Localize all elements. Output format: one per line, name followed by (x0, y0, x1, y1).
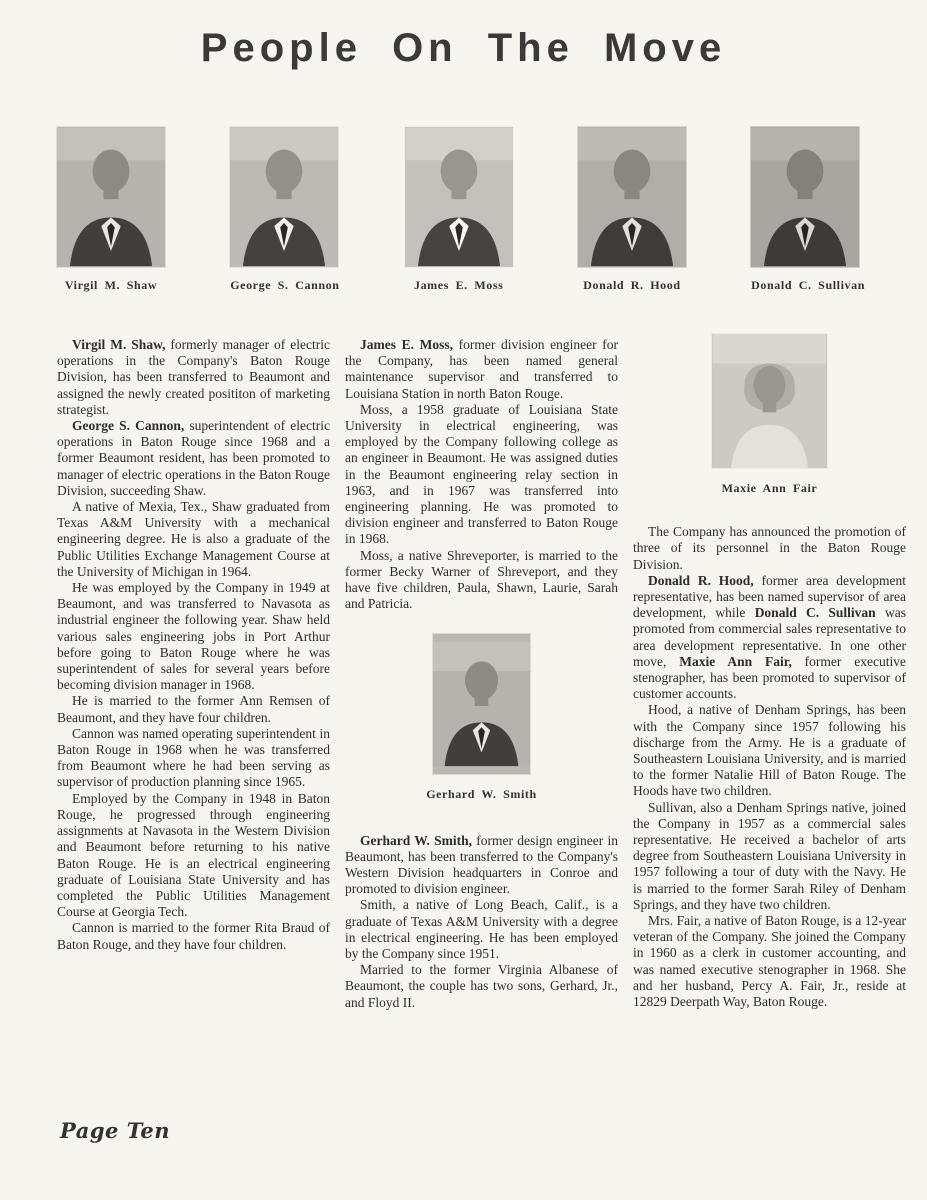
smith-article (345, 833, 618, 1011)
paragraph: Virgil M. Shaw, formerly manager of electric operations in the Company's Baton Rouge Division, has been transferred to Beaumont and assigned the newly created posititon of marketing strategist. (57, 337, 330, 417)
man-portrait-silhouette-icon (230, 127, 338, 267)
paragraph: Mrs. Fair, a native of Baton Rouge, is a 12-year veteran of the Company. She joined the Company in 1960 as a clerk in customer accounting, and was named executive stenographer in 1968. She and her husband, Percy A. Fair, Jr., reside at 12829 Deerpath Way, Baton Rouge. (633, 913, 906, 1010)
paragraph: Smith, a native of Long Beach, Calif., is a graduate of Texas A&M University with a degree in electrical engineering. He has been employed by the Company since 1951. (345, 897, 618, 962)
photo-card-maxie-fair (633, 334, 906, 496)
portrait-photo-donald-sullivan (751, 127, 859, 267)
paragraph: Cannon is married to the former Rita Braud of Baton Rouge, and they have four children. (57, 920, 330, 952)
paragraph: The Company has announced the promotion of three of its personnel in the Baton Rouge Division. (633, 524, 906, 572)
photo-card-james-moss (405, 127, 513, 293)
paragraph: Moss, a 1958 graduate of Louisiana State University in electrical engineering, was employed by the Company following college as an engineer in Beaumont. He was assigned duties in the Beaumont engineering relay section in 1963, and in 1967 was transferred into engineering planning. He was promoted to division engineer and transferred to Baton Rouge in 1968. (345, 401, 618, 547)
photo-card-donald-sullivan (751, 127, 865, 293)
paragraph: Employed by the Company in 1948 in Baton Rouge, he progressed through engineering assignments at Navasota in the Western Division and Beaumont before returning to his native Baton Rouge. He is an electrical engineering graduate of Louisiana State University and has completed the Public Utilities Management Course at Georgia Tech. (57, 790, 330, 920)
paragraph: Gerhard W. Smith, former design engineer in Beaumont, has been transferred to the Company's Western Division headquarters in Conroe and promoted to division engineer. (345, 832, 618, 897)
photo-caption: Virgil M. Shaw (64, 278, 158, 292)
paragraph: He was employed by the Company in 1949 at Beaumont, and was transferred to Navasota as industrial engineer the following year. Shaw held various sales engineering jobs in Port Arthur before going to Baton Rouge where he was superintendent of sales for several years before becoming division manager in 1968. (57, 580, 330, 693)
portrait-photo-maxie-fair (712, 334, 827, 468)
portrait-photo-virgil-shaw (57, 127, 165, 267)
page-number: Page Ten (60, 1118, 171, 1143)
paragraph: He is married to the former Ann Remsen of Beaumont, and they have four children. (57, 693, 330, 725)
photo-caption: Gerhard W. Smith (426, 787, 537, 802)
photo-card-donald-hood (578, 127, 686, 293)
moss-article (345, 337, 618, 612)
paragraph: Married to the former Virginia Albanese of Beaumont, the couple has two sons, Gerhard, Jr., and Floyd II. (345, 962, 618, 1010)
promotions-article (633, 524, 906, 1010)
paragraph: A native of Mexia, Tex., Shaw graduated from Texas A&M University with a mechanical engineering degree. He is also a graduate of the Public Utilities Exchange Management Course at the University of Michigan in 1964. (57, 499, 330, 579)
text-column-left (57, 337, 330, 953)
portrait-photo-gerhard-smith (433, 634, 530, 774)
portrait-photo-george-cannon (230, 127, 338, 267)
paragraph: Sullivan, also a Denham Springs native, joined the Company in 1957 as a commercial sales representative. He received a bachelor of arts degree from Southeastern Louisiana University in 1957 following a tour of duty with the Navy. He is married to the former Sarah Riley of Denham Springs, and they have two children. (633, 799, 906, 912)
woman-portrait-silhouette-icon (712, 334, 827, 468)
photo-card-george-cannon (230, 127, 339, 293)
photo-card-gerhard-smith (345, 634, 618, 802)
paragraph: Cannon was named operating superintendent in Baton Rouge in 1968 when he was transferred from Beaumont where he had been serving as supervisor of production planning since 1965. (57, 725, 330, 790)
photo-caption: Donald R. Hood (583, 278, 681, 292)
paragraph: Hood, a native of Denham Springs, has been with the Company since 1957 following his discharge from the Army. He is a graduate of Southeastern Louisiana University, and is married to the former Natalie Hill of Baton Rouge. The Hoods have two children. (633, 702, 906, 799)
paragraph: James E. Moss, former division engineer for the Company, has been named general maintenance supervisor and transferred to Louisiana Station in north Baton Rouge. (345, 337, 618, 401)
portrait-photo-donald-hood (578, 127, 686, 267)
photo-row (57, 127, 865, 293)
photo-caption: Donald C. Sullivan (751, 278, 865, 292)
paragraph: Donald R. Hood, former area development representative, has been named supervisor of area development, while Donald C. Sullivan was promoted from commercial sales representative to area development representative. In one other move, Maxie Ann Fair, former executive stenographer, has been promoted to supervisor of customer accounts. (633, 572, 906, 702)
photo-caption: Maxie Ann Fair (721, 481, 818, 495)
page-title: People On The Move (200, 26, 727, 70)
photo-card-virgil-shaw (57, 127, 165, 293)
man-portrait-silhouette-icon (433, 634, 530, 774)
man-portrait-silhouette-icon (405, 127, 513, 267)
photo-caption: James E. Moss (413, 278, 504, 292)
paragraph: Moss, a native Shreveporter, is married to the former Becky Warner of Shreveport, and they have five children, Paula, Shawn, Laurie, Sarah and Patricia. (345, 547, 618, 612)
photo-caption: George S. Cannon (230, 278, 340, 292)
man-portrait-silhouette-icon (751, 127, 859, 267)
man-portrait-silhouette-icon (57, 127, 165, 267)
portrait-photo-james-moss (405, 127, 513, 267)
text-column-middle (345, 337, 618, 1011)
man-portrait-silhouette-icon (578, 127, 686, 267)
text-column-right (633, 312, 906, 1010)
paragraph: George S. Cannon, superintendent of electric operations in Baton Rouge since 1968 and a former Beaumont resident, has been promoted to manager of electric operations in the Baton Rouge Division, succeeding Shaw. (57, 418, 330, 498)
